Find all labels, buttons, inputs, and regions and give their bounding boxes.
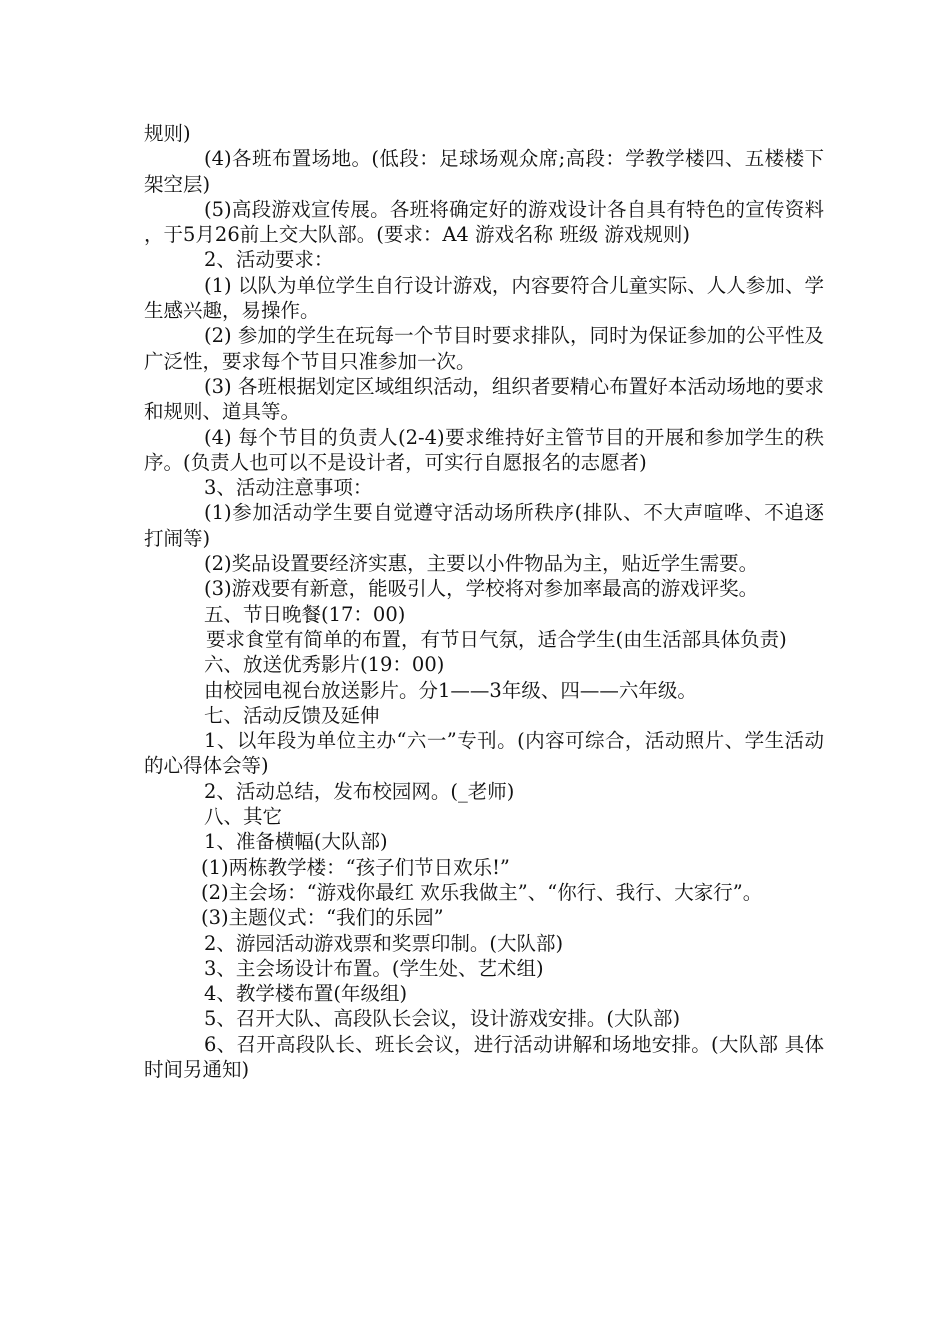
paragraph-feedback-1: 1、以年段为单位主办“六一”专刊。(内容可综合，活动照片、学生活动的心得体会等) xyxy=(144,729,824,778)
section-other: 八、其它 xyxy=(204,805,283,829)
paragraph-requirement-2: (2) 参加的学生在玩每一个节目时要求排队，同时为保证参加的公平性及广泛性，要求每个节目只准参加一次。 xyxy=(144,324,824,373)
paragraph-rules-tail: 规则) xyxy=(144,122,191,145)
paragraph-requirement-3: (3) 各班根据划定区域组织活动，组织者要精心布置好本活动场地的要求和规则、道具等。 xyxy=(144,374,824,424)
section-movies: 六、放送优秀影片(19：00) xyxy=(204,653,445,677)
paragraph-game-promotion: (5)高段游戏宣传展。各班将确定好的游戏设计各自具有特色的宣传资料，于5月26前上交大队部。(要求：A4 游戏名称 班级 游戏规则) xyxy=(144,197,824,247)
paragraph-banner-3: (3)主题仪式：“我们的乐园” xyxy=(201,906,444,930)
paragraph-other-2: 2、游园活动游戏票和奖票印制。(大队部) xyxy=(204,931,564,955)
section-activity-requirements: 2、活动要求： xyxy=(204,248,334,272)
paragraph-other-3: 3、主会场设计布置。(学生处、艺术组) xyxy=(204,956,544,980)
paragraph-requirement-4: (4) 每个节目的负责人(2-4)要求维持好主管节目的开展和参加学生的秩序。(负责人也可以不是设计者，可实行自愿报名的志愿者) xyxy=(144,425,824,474)
paragraph-banners: 1、准备横幅(大队部) xyxy=(204,830,388,854)
paragraph-other-4: 4、教学楼布置(年级组) xyxy=(204,982,408,1006)
paragraph-other-6: 6、召开高段队长、班长会议，进行活动讲解和场地安排。(大队部 具体时间另通知) xyxy=(144,1032,824,1081)
paragraph-note-3: (3)游戏要有新意，能吸引人，学校将对参加率最高的游戏评奖。 xyxy=(204,577,759,601)
paragraph-banner-2: (2)主会场：“游戏你最红 欢乐我做主”、“你行、我行、大家行”。 xyxy=(201,880,763,904)
paragraph-note-1: (1)参加活动学生要自觉遵守活动场所秩序(排队、不大声喧哗、不追逐打闹等) xyxy=(144,501,824,550)
section-feedback: 七、活动反馈及延伸 xyxy=(204,703,380,727)
paragraph-venue-setup: (4)各班布置场地。(低段：足球场观众席;高段：学教学楼四、五楼楼下架空层) xyxy=(144,147,824,196)
paragraph-note-2: (2)奖品设置要经济实惠，主要以小件物品为主，贴近学生需要。 xyxy=(204,552,759,576)
document-body xyxy=(144,121,824,1082)
paragraph-banner-1: (1)两栋教学楼：“孩子们节日欢乐!” xyxy=(201,855,510,879)
paragraph-movies: 由校园电视台放送影片。分1——3年级、四——六年级。 xyxy=(204,678,697,702)
paragraph-requirement-1: (1) 以队为单位学生自行设计游戏，内容要符合儿童实际、人人参加、学生感兴趣，易操作。 xyxy=(144,273,824,323)
section-dinner: 五、节日晚餐(17：00) xyxy=(204,602,406,626)
paragraph-feedback-2: 2、活动总结，发布校园网。(_老师) xyxy=(204,779,515,803)
paragraph-other-5: 5、召开大队、高段队长会议，设计游戏安排。(大队部) xyxy=(204,1007,681,1031)
section-notes: 3、活动注意事项： xyxy=(204,476,373,500)
paragraph-dinner: 要求食堂有简单的布置，有节日气氛，适合学生(由生活部具体负责) xyxy=(206,627,787,651)
